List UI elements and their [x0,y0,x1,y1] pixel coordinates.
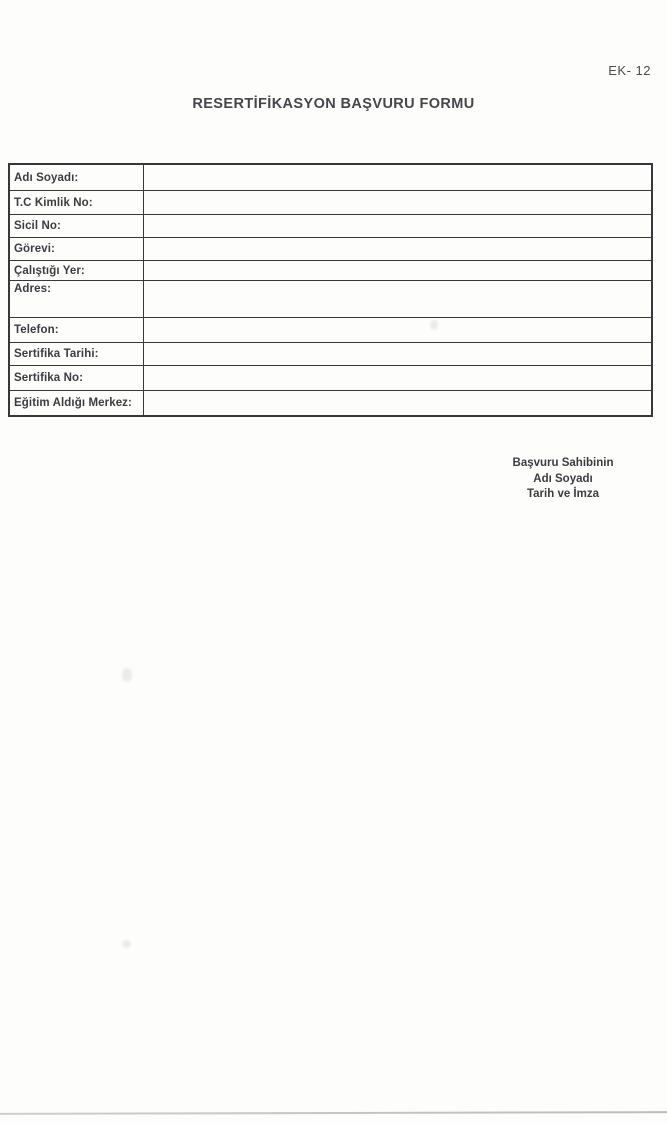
field-label-tc-kimlik-no: T.C Kimlik No: [10,191,144,214]
form-row-egitim-aldigi-merkez [10,390,651,415]
field-label-adres: Adres: [10,281,144,317]
scan-artifact [122,668,132,682]
field-label-gorevi: Görevi: [10,238,144,260]
field-label-sertifika-no: Sertifika No: [10,366,144,390]
scan-artifact [122,940,131,948]
field-label-adi-soyadi: Adı Soyadı: [10,165,144,190]
field-label-calistigi-yer: Çalıştığı Yer: [10,261,144,280]
form-row-calistigi-yer [10,260,651,280]
form-row-adres [10,280,651,317]
field-value-sertifika-no [144,366,651,390]
scan-page-edge [0,1111,667,1115]
form-row-sertifika-no [10,365,651,390]
field-label-sertifika-tarihi: Sertifika Tarihi: [10,343,144,365]
signature-block [478,456,648,503]
form-title: RESERTİFİKASYON BAŞVURU FORMU [192,96,475,112]
form-row-adi-soyadi [10,165,651,190]
field-value-sicil-no [144,215,651,237]
form-row-sertifika-tarihi [10,342,651,365]
field-value-gorevi [144,238,651,260]
field-value-sertifika-tarihi [144,343,651,365]
field-label-telefon: Telefon: [10,318,144,342]
field-label-egitim-aldigi-merkez: Eğitim Aldığı Merkez: [10,391,144,415]
signature-line-owner: Başvuru Sahibinin [512,457,614,469]
form-row-sicil-no [10,214,651,237]
form-row-gorevi [10,237,651,260]
field-value-adres [144,281,651,317]
annex-number-label: EK- 12 [608,63,651,78]
application-form-table [8,163,653,417]
field-value-tc-kimlik-no [144,191,651,214]
field-value-egitim-aldigi-merkez [144,391,651,415]
form-row-tc-kimlik-no [10,190,651,214]
field-value-telefon [144,318,651,342]
signature-line-date-sign: Tarih ve İmza [526,488,599,500]
form-row-telefon [10,317,651,342]
field-value-calistigi-yer [144,261,651,280]
field-label-sicil-no: Sicil No: [10,215,144,237]
signature-line-name: Adı Soyadı [533,472,593,485]
field-value-adi-soyadi [144,165,651,190]
scan-artifact [430,320,438,330]
